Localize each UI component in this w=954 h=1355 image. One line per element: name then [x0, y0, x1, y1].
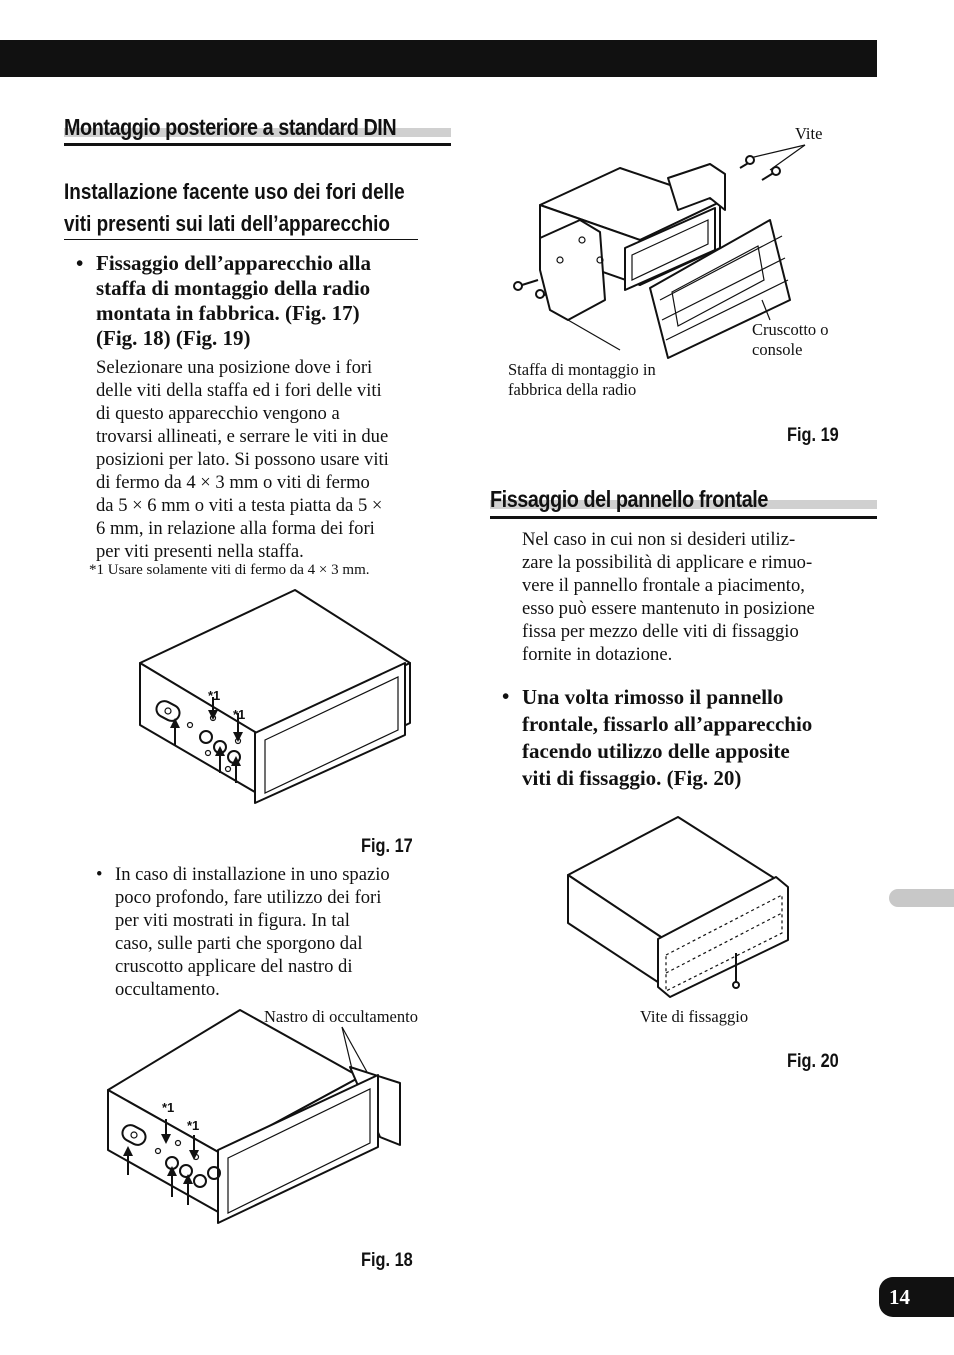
- bullet-line: occultamento.: [115, 979, 220, 1000]
- paragraph-line: fornite in dotazione.: [522, 644, 673, 665]
- fig20-callout-fixing-screw: Vite di fissaggio: [640, 1007, 749, 1026]
- bullet-line: per viti mostrati in figura. In tal: [115, 910, 350, 931]
- bullet-line: Fissaggio dell’apparecchio alla: [96, 251, 371, 275]
- fig18-marker: *1: [187, 1118, 200, 1133]
- paragraph-line: Selezionare una posizione dove i fori: [96, 357, 373, 378]
- bullet-line: poco profondo, fare utilizzo dei fori: [115, 887, 382, 908]
- callout-line: Cruscotto o: [752, 320, 829, 339]
- bullet-item-shallow-install: [115, 863, 390, 1001]
- paragraph-line: 6 mm, in relazione alla forma dei fori: [96, 518, 375, 539]
- fig18-callout-masking-tape: Nastro di occultamento: [264, 1007, 418, 1026]
- callout-line: console: [752, 340, 803, 359]
- paragraph-line: zare la possibilità di applicare e rimuo-: [522, 552, 813, 573]
- paragraph-line: posizioni per lato. Si possono usare viti: [96, 449, 389, 470]
- bullet-marker: •: [96, 864, 103, 885]
- callout-line: Staffa di montaggio in: [508, 360, 656, 379]
- header-bar: [0, 40, 877, 77]
- callout-line: fabbrica della radio: [508, 380, 637, 399]
- bullet-item-fix-to-bracket: [96, 251, 371, 351]
- bullet-line: facendo utilizzo delle apposite: [522, 739, 790, 763]
- fig17-marker: *1: [233, 707, 246, 722]
- subsection-rule: [64, 239, 418, 240]
- fig19-callout-screw: Vite: [795, 124, 823, 143]
- fig20-caption: Fig. 20: [787, 1051, 839, 1072]
- section-title-rule: [64, 143, 451, 146]
- paragraph-line: di questo apparecchio vengono a: [96, 403, 340, 424]
- bullet-line: staffa di montaggio della radio: [96, 276, 371, 300]
- fig18-unit-illustration: [100, 1005, 420, 1225]
- fig19-callout-factory-bracket: [508, 360, 656, 400]
- fig18-caption: Fig. 18: [361, 1250, 413, 1271]
- paragraph-line: da 5 × 6 mm o viti a testa piatta da 5 ×: [96, 495, 383, 516]
- bullet-line: montata in fabbrica. (Fig. 17): [96, 301, 360, 325]
- bullet-line: viti di fissaggio. (Fig. 20): [522, 766, 742, 790]
- bullet-line: cruscotto applicare del nastro di: [115, 956, 353, 977]
- subsection-title-line1: Installazione facente uso dei fori delle: [64, 179, 405, 204]
- paragraph-line: vere il pannello frontale a piacimento,: [522, 575, 805, 596]
- paragraph-screw-selection: [96, 356, 389, 563]
- bullet-line: caso, sulle parti che sporgono dal: [115, 933, 363, 954]
- paragraph-line: di fermo da 4 × 3 mm o viti di fermo: [96, 472, 370, 493]
- section-title-din-rear-mount: Montaggio posteriore a standard DIN: [64, 114, 397, 140]
- bullet-item-fix-panel: [522, 684, 812, 792]
- bullet-marker: •: [76, 251, 84, 275]
- fig18-marker: *1: [162, 1100, 175, 1115]
- bullet-line: Una volta rimosso il pannello: [522, 685, 784, 709]
- paragraph-line: trovarsi allineati, e serrare le viti in due: [96, 426, 389, 447]
- footnote: *1 Usare solamente viti di fermo da 4 × 3 mm.: [89, 562, 370, 578]
- fig17-caption: Fig. 17: [361, 836, 413, 857]
- fig17-unit-illustration: [120, 585, 420, 805]
- fig19-caption: Fig. 19: [787, 425, 839, 446]
- bullet-marker: •: [502, 684, 510, 708]
- subsection-title-line2: viti presenti sui lati dell’apparecchio: [64, 211, 390, 236]
- section-title-front-panel: Fissaggio del pannello frontale: [490, 486, 768, 512]
- fig17-marker: *1: [208, 688, 221, 703]
- side-tab: [889, 889, 954, 907]
- fig19-callout-dashboard: [752, 320, 829, 360]
- paragraph-line: per viti presenti nella staffa.: [96, 541, 304, 562]
- section-title-rule: [490, 516, 877, 519]
- paragraph-front-panel: [522, 528, 815, 666]
- paragraph-line: Nel caso in cui non si desideri utiliz-: [522, 529, 796, 550]
- bullet-line: frontale, fissarlo all’apparecchio: [522, 712, 813, 736]
- bullet-line: (Fig. 18) (Fig. 19): [96, 326, 251, 350]
- bullet-line: In caso di installazione in uno spazio: [115, 864, 390, 885]
- page-number: 14: [879, 1277, 954, 1317]
- paragraph-line: delle viti della staffa ed i fori delle viti: [96, 380, 382, 401]
- paragraph-line: esso può essere mantenuto in posizione: [522, 598, 815, 619]
- paragraph-line: fissa per mezzo delle viti di fissaggio: [522, 621, 799, 642]
- fig20-unit-illustration: [560, 815, 800, 995]
